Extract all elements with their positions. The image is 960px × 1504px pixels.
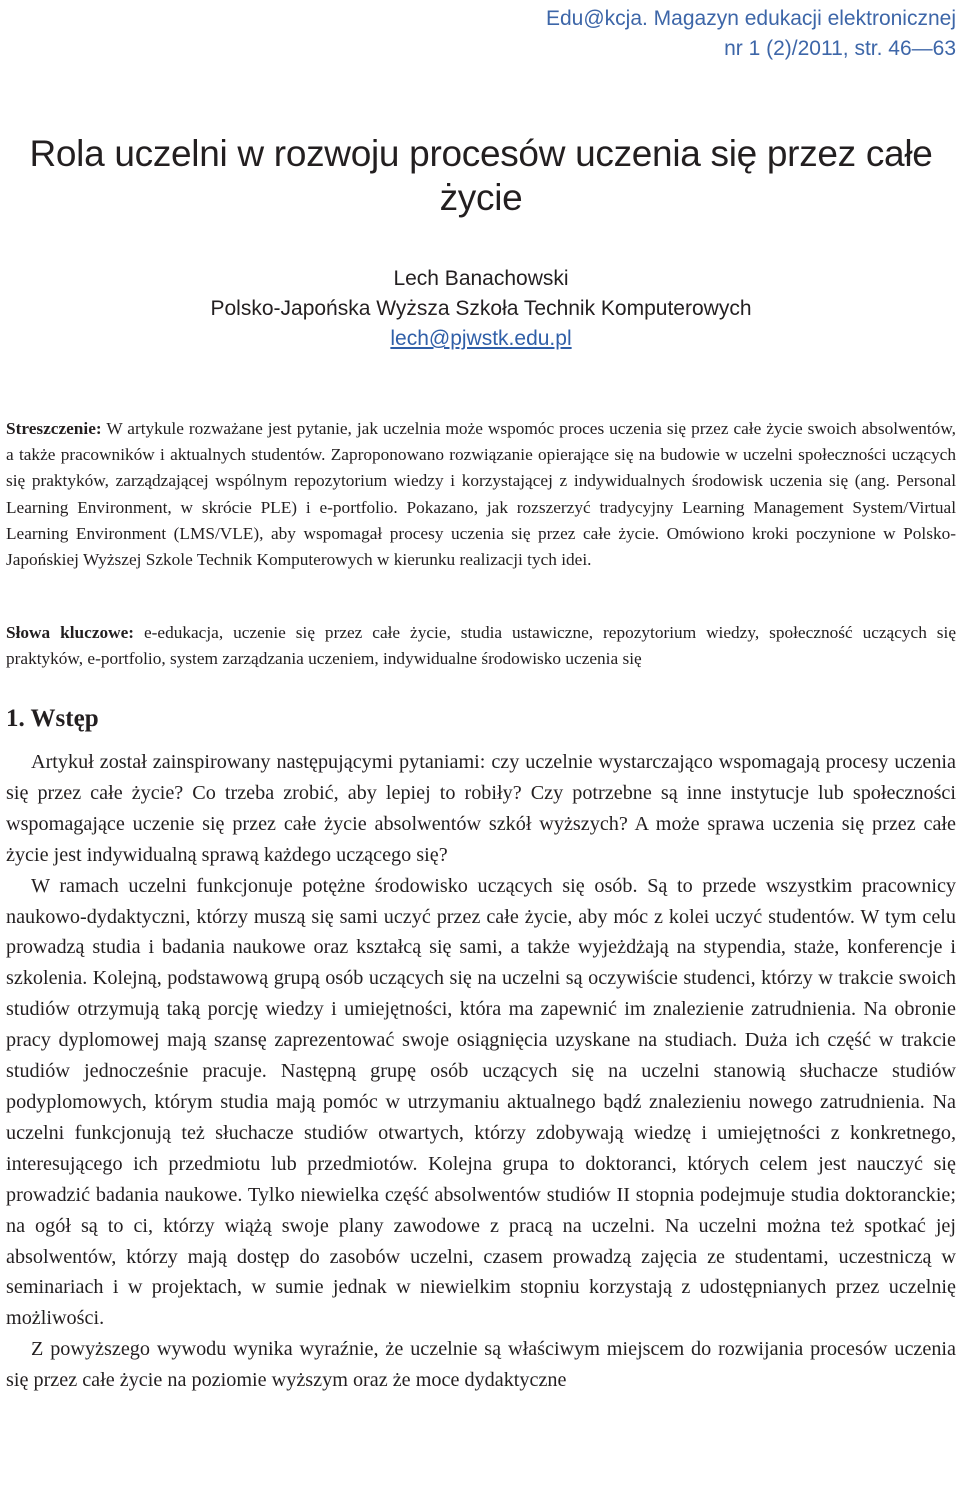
abstract-text: W artykule rozważane jest pytanie, jak uczelnia może wspomóc proces uczenia się przez całe życie swoich absolwentów, a także pracowników i aktualnych studentów. Zaproponowano rozwiązanie opierające się na budowie w uczelni społeczności uczących się praktyków, zarządzającej wspólnym repozytorium wiedzy i korzystającej z indywidualnych środowisk uczenia się (ang. Personal Learning Environment, w skrócie PLE) i e-portfolio. Pokazano, jak rozszerzyć tradycyjny Learning Management System/Virtual Learning Environment (LMS/VLE), aby wspomagał procesy uczenia się przez całe życie. Omówiono kroki poczynione w Polsko-Japońskiej Wyższej Szkole Technik Komputerowych w kierunku realizacji tych idei. [6,419,956,570]
keywords [6,620,956,672]
body-paragraph: Z powyższego wywodu wynika wyraźnie, że uczelnie są właściwym miejscem do rozwijania procesów uczenia się przez całe życie na poziomie wyższym oraz że moce dydaktyczne [6,1338,956,1392]
author-block [6,264,956,354]
section-body [6,747,956,1396]
author-email-link[interactable]: lech@pjwstk.edu.pl [390,327,572,350]
article-title: Rola uczelni w rozwoju procesów uczenia się przez całe życie [29,133,933,218]
journal-issue: nr 1 (2)/2011, str. 46—63 [724,37,956,60]
author-affiliation: Polsko-Japońska Wyższa Szkoła Technik Komputerowych [210,297,752,320]
journal-name: Edu@kcja. Magazyn edukacji elektronicznej [545,7,956,30]
document-page [6,0,956,1504]
journal-header [546,4,956,64]
keywords-label: Słowa kluczowe: [6,623,135,642]
author-name: Lech Banachowski [393,267,569,290]
keywords-text: e-edukacja, uczenie się przez całe życie, studia ustawiczne, repozytorium wiedzy, społeczność uczących się praktyków, e-portfolio, system zarządzania uczeniem, indywidualne środowisko uczenia się [6,623,956,669]
body-paragraph: Artykuł został zainspirowany następującymi pytaniami: czy uczelnie wystarczająco wspomagają procesy uczenia się przez całe życie? Co trzeba zrobić, aby lepiej to robiły? Czy potrzebne są inne instytucje lub społeczności wspomagające uczenie się przez całe życie absolwentów szkół wyższych? A może sprawa uczenia się przez całe życie jest indywidualną sprawą każdego uczącego się? [6,751,956,866]
abstract-label: Streszczenie: [6,419,102,438]
section-heading: 1. Wstęp [6,705,99,732]
abstract [6,416,956,573]
body-paragraph: W ramach uczelni funkcjonuje potężne środowisko uczących się osób. Są to przede wszystkim pracownicy naukowo-dydaktyczni, którzy muszą się sami uczyć przez całe życie, aby móc z kolei uczyć studentów. W tym celu prowadzą studia i badania naukowe oraz kształcą się sami, a także wyjeżdżają na stypendia, staże, konferencje i szkolenia. Kolejną, podstawową grupą osób uczących się na uczelni są oczywiście studenci, którzy w trakcie swoich studiów otrzymują taką porcję wiedzy i umiejętności, która ma zapewnić im znalezienie zatrudnienia. Na obronie pracy dyplomowej mają szansę zaprezentować swoje osiągnięcia uzyskane na studiach. Duża ich część w trakcie studiów jednocześnie pracuje. Następną grupę osób uczących się na uczelni stanowią słuchacze studiów podyplomowych, którym studia mają pomóc w utrzymaniu aktualnego bądź znalezieniu nowego zatrudnienia. Na uczelni funkcjonują też słuchacze studiów otwartych, którzy zdobywają wiedzę i umiejętności z konkretnego, interesującego ich przedmiotu lub przedmiotów. Kolejna grupa to doktoranci, których celem jest nauczyć się prowadzić badania naukowe. Tylko niewielka część absolwentów studiów II stopnia podejmuje studia doktoranckie; na ogół są to ci, którzy wiążą swoje plany zawodowe z pracą na uczelni. Na uczelni można też spotkać jej absolwentów, którzy mają dostęp do zasobów uczelni, czasem prowadzą zajęcia ze studentami, uczestniczą w seminariach i w projektach, w sumie jednak w niewielkim stopniu korzystają z udostępnianych przez uczelnię możliwości. [6,874,956,1330]
